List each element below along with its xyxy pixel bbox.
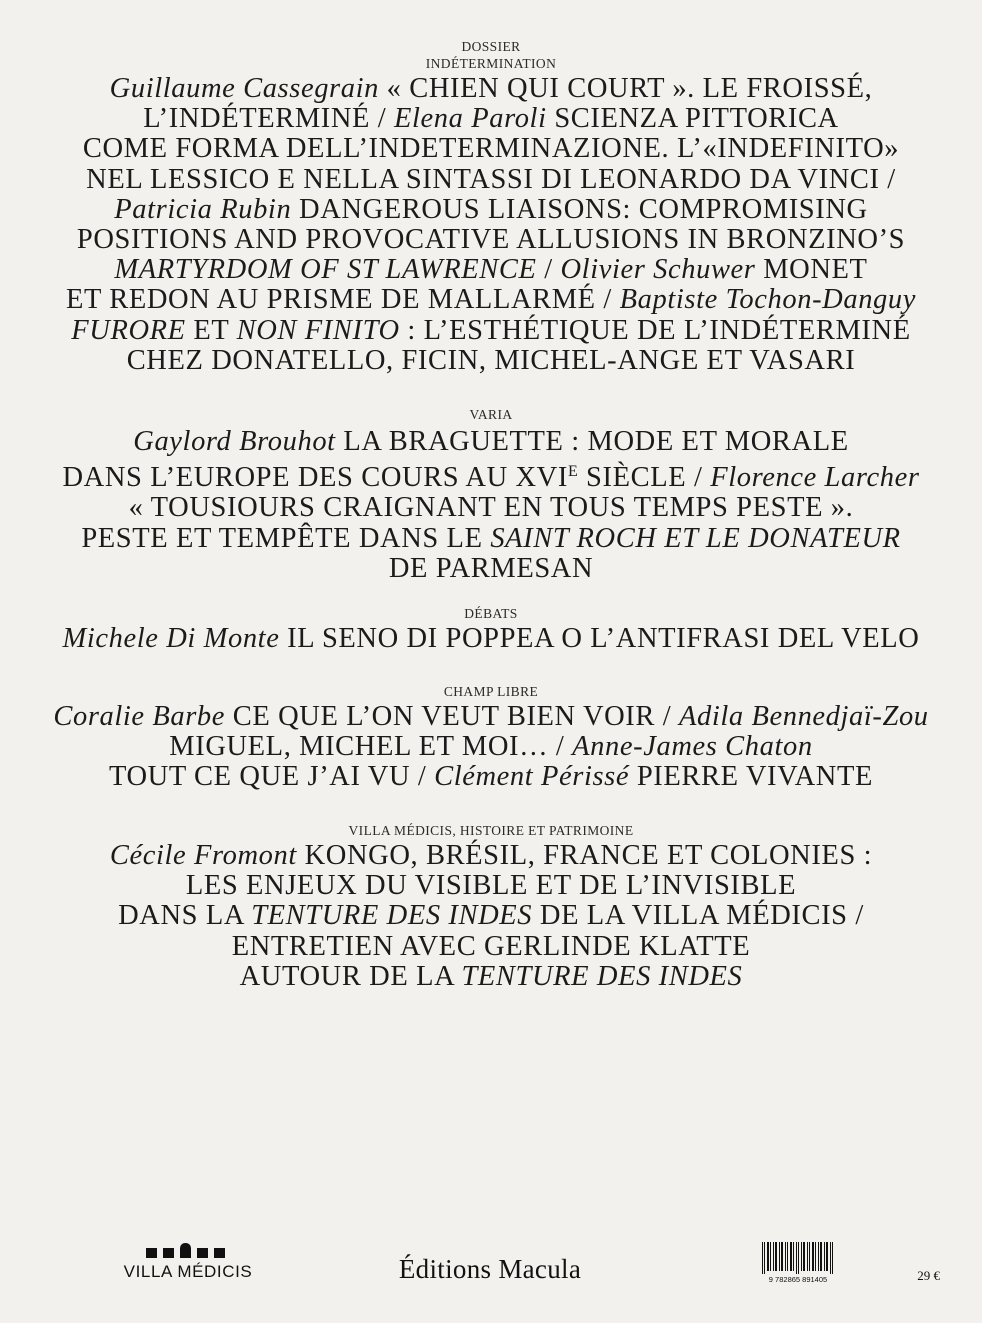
entry-line: AUTOUR DE LA TENTURE DES INDES <box>239 960 743 992</box>
entry-line: Coralie Barbe CE QUE L’ON VEUT BIEN VOIR / Adila Bennedjaï-Zou <box>53 701 929 732</box>
artwork-title: TENTURE DES INDES <box>461 960 743 992</box>
debats-entries <box>20 624 962 654</box>
author-name: Michele Di Monte <box>62 623 280 654</box>
artwork-title: MARTYRDOM OF ST LAWRENCE <box>114 254 537 286</box>
barcode-icon <box>758 1242 838 1274</box>
author-name: Baptiste Tochon-Danguy <box>619 284 917 316</box>
footer <box>0 1230 982 1300</box>
author-name: Adila Bennedjaï-Zou <box>678 701 929 732</box>
entry-line: Michele Di Monte IL SENO DI POPPEA O L’ANTIFRASI DEL VELO <box>62 623 920 654</box>
entry-line: NEL LESSICO E NELLA SINTASSI DI LEONARDO DA VINCI / <box>86 163 896 195</box>
entry-line: Cécile Fromont KONGO, BRÉSIL, FRANCE ET COLONIES : <box>109 840 873 871</box>
entry-line: POSITIONS AND PROVOCATIVE ALLUSIONS IN BRONZINO’S <box>76 224 906 256</box>
section-label-dossier: DOSSIER <box>461 39 521 54</box>
villa-medicis-logo-text: VILLA MÉDICIS <box>123 1262 253 1281</box>
section-label-villa-medicis: VILLA MÉDICIS, HISTOIRE ET PATRIMOINE <box>348 823 634 838</box>
price: 29 € <box>917 1268 940 1283</box>
section-dossier <box>20 38 962 376</box>
author-name: Gaylord Brouhot <box>133 426 336 457</box>
entry-line: FURORE ET NON FINITO : L’ESTHÉTIQUE DE L’INDÉTERMINÉ <box>71 314 911 346</box>
entry-line: Patricia Rubin DANGEROUS LIAISONS: COMPROMISING <box>114 193 868 225</box>
section-champ-libre <box>20 683 962 793</box>
author-name: Coralie Barbe <box>53 701 226 732</box>
villa-entries <box>20 841 962 992</box>
entry-line: ENTRETIEN AVEC GERLINDE KLATTE <box>231 930 751 962</box>
entry-line: MIGUEL, MICHEL ET MOI… / Anne-James Chaton <box>169 731 813 763</box>
barcode <box>758 1242 838 1290</box>
dossier-entries <box>20 74 962 376</box>
entry-line: Gaylord Brouhot LA BRAGUETTE : MODE ET MORALE <box>133 426 849 457</box>
section-label-champ-libre: CHAMP LIBRE <box>443 684 539 699</box>
entry-line: PESTE ET TEMPÊTE DANS LE SAINT ROCH ET LE DONATEUR <box>81 522 901 554</box>
villa-medicis-blocks-icon <box>146 1238 236 1258</box>
entry-line: MARTYRDOM OF ST LAWRENCE / Olivier Schuwer MONET <box>114 254 868 286</box>
author-name: Guillaume Cassegrain <box>109 73 379 104</box>
term-italic: NON FINITO <box>236 314 400 346</box>
author-name: Elena Paroli <box>394 103 547 135</box>
section-debats <box>20 605 962 654</box>
author-name: Cécile Fromont <box>109 840 297 871</box>
entry-line: TOUT CE QUE J’AI VU / Clément Périssé PIERRE VIVANTE <box>108 761 873 793</box>
section-label-debats: DÉBATS <box>464 606 518 621</box>
entry-line: DANS LA TENTURE DES INDES DE LA VILLA MÉDICIS / <box>118 900 864 932</box>
section-label-varia: VARIA <box>469 407 513 422</box>
term-italic: FURORE <box>71 314 186 346</box>
author-name: Anne-James Chaton <box>572 731 813 763</box>
isbn-number: 9 782865 891405 <box>768 1275 828 1284</box>
author-name: Clément Périssé <box>434 761 630 793</box>
entry-line: LES ENJEUX DU VISIBLE ET DE L’INVISIBLE <box>185 870 797 902</box>
publisher-name: Éditions Macula <box>398 1254 582 1284</box>
entry-line: COME FORMA DELL’INDETERMINAZIONE. L’«INDEFINITO» <box>82 133 900 165</box>
entry-line: ET REDON AU PRISME DE MALLARMÉ / Baptiste Tochon-Danguy <box>65 284 917 316</box>
entry-line: DANS L’EUROPE DES COURS AU $XVI^E$ SIÈCLE / Florence Larcher <box>62 462 920 494</box>
artwork-title: TENTURE DES INDES <box>251 900 533 932</box>
section-varia <box>20 406 962 584</box>
section-villa-medicis <box>20 822 962 992</box>
superscript: E <box>567 463 579 481</box>
entry-line: DE PARMESAN <box>388 552 594 584</box>
entry-line: L’INDÉTERMINÉ / Elena Paroli SCIENZA PITTORICA <box>143 103 839 135</box>
author-name: Patricia Rubin <box>114 193 292 225</box>
entry-line: CHEZ DONATELLO, FICIN, MICHEL-ANGE ET VASARI <box>126 344 856 376</box>
entry-line: Guillaume Cassegrain « CHIEN QUI COURT ». LE FROISSÉ, <box>109 73 873 104</box>
entry-line: « TOUSIOURS CRAIGNANT EN TOUS TEMPS PESTE ». <box>128 492 854 524</box>
author-name: Olivier Schuwer <box>560 254 756 286</box>
author-name: Florence Larcher <box>710 462 920 494</box>
section-sublabel-indetermination: INDÉTERMINATION <box>425 56 557 71</box>
artwork-title: SAINT ROCH ET LE DONATEUR <box>490 522 901 554</box>
varia-entries <box>20 427 962 584</box>
champ-libre-entries <box>20 702 962 793</box>
